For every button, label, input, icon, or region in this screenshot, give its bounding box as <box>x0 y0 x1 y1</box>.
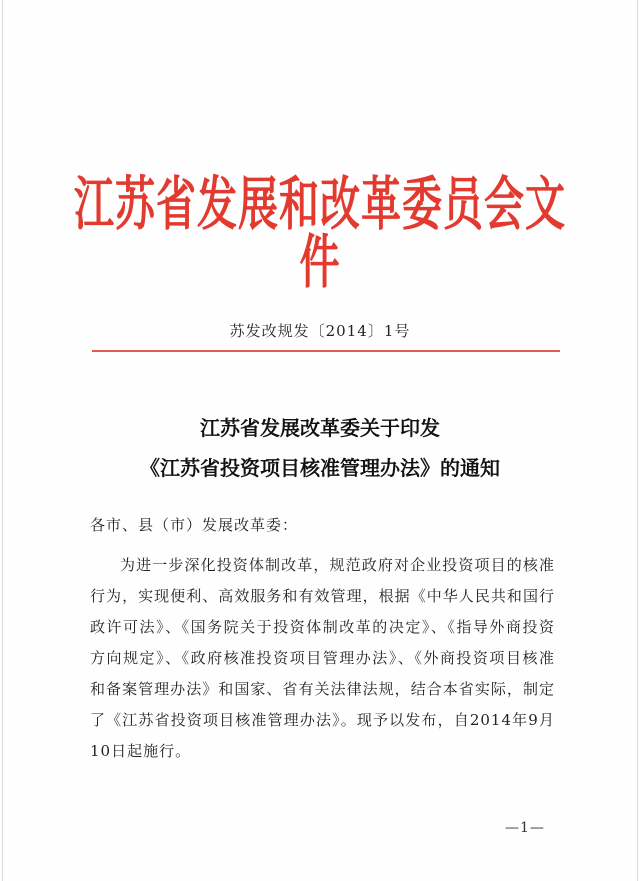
notice-recipient: 各市、县（市）发展改革委： <box>90 516 299 534</box>
document-masthead: 江苏省发展和改革委员会文件 <box>74 171 566 297</box>
notice-title-line-1: 江苏省发展改革委关于印发 <box>200 416 440 440</box>
notice-body-paragraph: 为进一步深化投资体制改革，规范政府对企业投资项目的核准行为，实现便利、高效服务和有效管理，根据《中华人民共和国行政许可法》、《国务院关于投资体制改革的决定》、《指导外商投资方向规定》、《政府核准投资项目管理办法》、《外商投资项目核准和备案管理办法》和国家、省有关法律法规，结合本省实际，制定了《江苏省投资项目核准管理办法》。现予以发布，自2014年9月10日起施行。 <box>90 556 555 760</box>
document-number: 苏发改规发〔2014〕1号 <box>229 322 411 340</box>
page-number: —1— <box>505 820 545 836</box>
notice-title-line-2: 《江苏省投资项目核准管理办法》的通知 <box>140 456 500 480</box>
red-separator-line <box>92 350 560 352</box>
notice-title <box>0 408 640 488</box>
